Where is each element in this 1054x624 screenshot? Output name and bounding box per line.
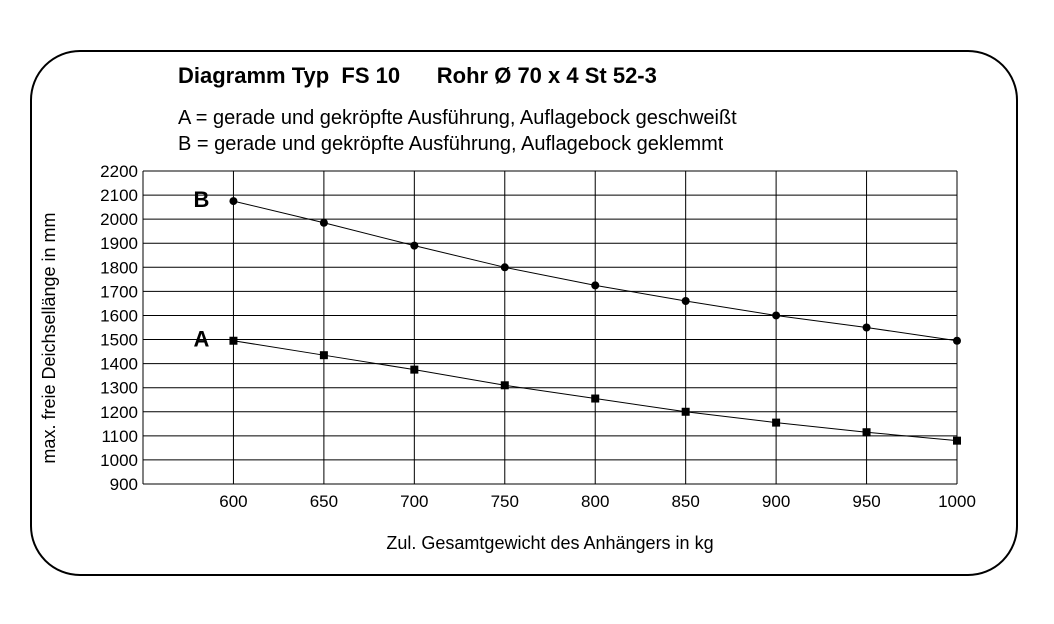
point-b	[501, 263, 509, 271]
y-tick-label: 1300	[100, 378, 138, 398]
point-a	[320, 351, 328, 359]
point-b	[772, 311, 780, 319]
y-tick-label: 1200	[100, 402, 138, 422]
x-tick-labels	[219, 492, 976, 511]
y-tick-label: 1600	[100, 306, 138, 326]
y-tick-label: 2000	[100, 210, 138, 230]
point-a	[682, 408, 690, 416]
y-tick-label: 2100	[100, 186, 138, 206]
point-a	[863, 428, 871, 436]
x-tick-label: 950	[852, 492, 881, 511]
point-a	[591, 395, 599, 403]
x-tick-label: 850	[671, 492, 700, 511]
point-a	[772, 419, 780, 427]
point-b	[953, 337, 961, 345]
y-tick-label: 1800	[100, 258, 138, 278]
x-tick-label: 650	[309, 492, 339, 511]
chart-title: Diagramm Typ FS 10 Rohr Ø 70 x 4 St 52-3	[178, 63, 657, 88]
legend-b: B = gerade und gekröpfte Ausführung, Auflagebock geklemmt	[178, 133, 724, 155]
x-tick-label: 900	[761, 492, 791, 511]
y-tick-label: 900	[109, 475, 138, 494]
y-tick-label: 1100	[101, 426, 138, 446]
legend-a: A = gerade und gekröpfte Ausführung, Auflagebock geschweißt	[178, 107, 737, 129]
x-tick-label: 750	[490, 492, 519, 511]
y-tick-label: 1400	[100, 354, 138, 374]
point-b	[320, 219, 328, 227]
grid-lines	[143, 171, 957, 484]
x-tick-label: 800	[581, 492, 610, 511]
point-b	[863, 324, 871, 332]
x-tick-label: 600	[219, 492, 248, 511]
point-b	[591, 281, 599, 289]
series-label-a: A	[193, 326, 210, 352]
y-tick-label: 2200	[100, 162, 138, 181]
y-axis-label: max. freie Deichsellänge in mm	[39, 212, 59, 464]
y-tick-label: 1700	[100, 282, 138, 302]
y-tick-label: 1900	[100, 234, 138, 254]
point-a	[410, 366, 418, 374]
x-tick-label: 1000	[938, 492, 976, 511]
y-tick-label: 1000	[100, 450, 138, 470]
point-a	[953, 437, 961, 445]
point-a	[229, 337, 237, 345]
y-tick-label: 1500	[100, 330, 138, 350]
series-label-b: B	[193, 187, 210, 213]
y-tick-labels	[100, 162, 138, 494]
x-axis-label: Zul. Gesamtgewicht des Anhängers in kg	[386, 533, 714, 553]
point-b	[229, 197, 237, 205]
x-tick-label: 700	[400, 492, 429, 511]
point-a	[501, 381, 509, 389]
point-b	[410, 242, 418, 250]
point-b	[682, 297, 690, 305]
